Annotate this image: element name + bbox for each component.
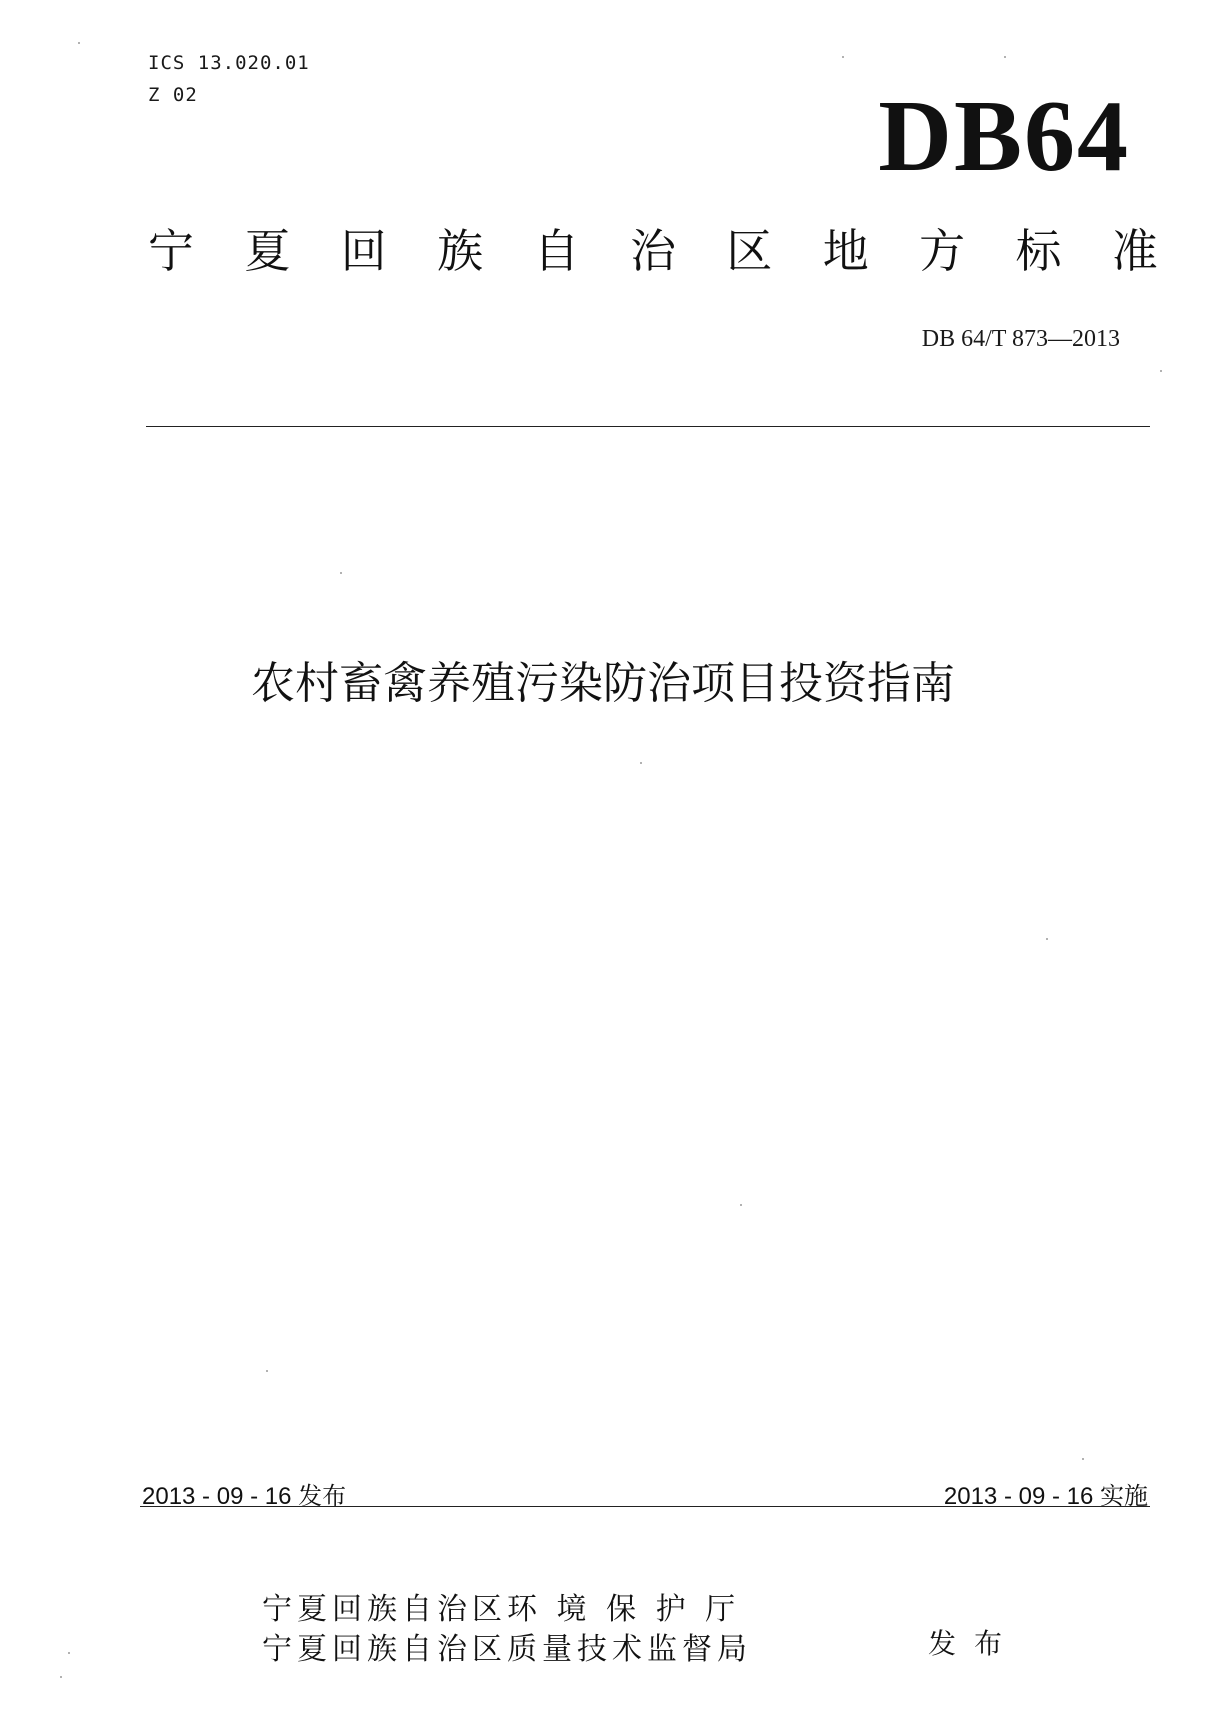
scan-speck — [842, 56, 844, 58]
standard-number: DB 64/T 873—2013 — [921, 326, 1120, 352]
db-logo: DB64 — [878, 80, 1130, 193]
standard-type-title — [148, 224, 1158, 278]
bottom-divider — [140, 1506, 1150, 1507]
scan-speck — [78, 42, 80, 44]
document-title: 农村畜禽养殖污染防治项目投资指南 — [251, 658, 955, 709]
issuer-environment: 宁夏回族自治区环 境 保 护 厅 — [262, 1592, 741, 1627]
scan-speck — [68, 1652, 70, 1654]
scan-speck — [640, 762, 642, 764]
scan-speck — [1160, 370, 1162, 372]
top-divider — [146, 426, 1150, 427]
scan-speck — [1004, 56, 1006, 58]
scan-speck — [266, 1370, 268, 1372]
scan-speck — [1082, 1458, 1084, 1460]
scan-speck — [1046, 938, 1048, 940]
title-char: 宁 — [148, 224, 194, 278]
publish-date: 2013 - 09 - 16 发布 — [142, 1483, 347, 1510]
scan-speck — [340, 572, 342, 574]
title-char: 准 — [1111, 224, 1158, 278]
title-char: 治 — [629, 224, 676, 278]
scan-speck — [740, 1204, 742, 1206]
title-char: 标 — [1015, 224, 1062, 278]
scan-speck — [60, 1676, 62, 1678]
issuer-quality-bureau: 宁夏回族自治区质量技术监督局 — [262, 1632, 752, 1667]
title-char: 方 — [919, 224, 966, 278]
title-char: 族 — [437, 224, 484, 278]
title-char: 地 — [822, 224, 869, 278]
title-char: 自 — [533, 224, 580, 278]
title-char: 回 — [340, 224, 387, 278]
publish-label: 发布 — [928, 1627, 1021, 1660]
classification-code: Z 02 — [148, 84, 198, 106]
implement-date: 2013 - 09 - 16 实施 — [943, 1483, 1148, 1510]
title-char: 区 — [726, 224, 773, 278]
ics-code: ICS 13.020.01 — [148, 52, 310, 74]
title-char: 夏 — [244, 224, 291, 278]
